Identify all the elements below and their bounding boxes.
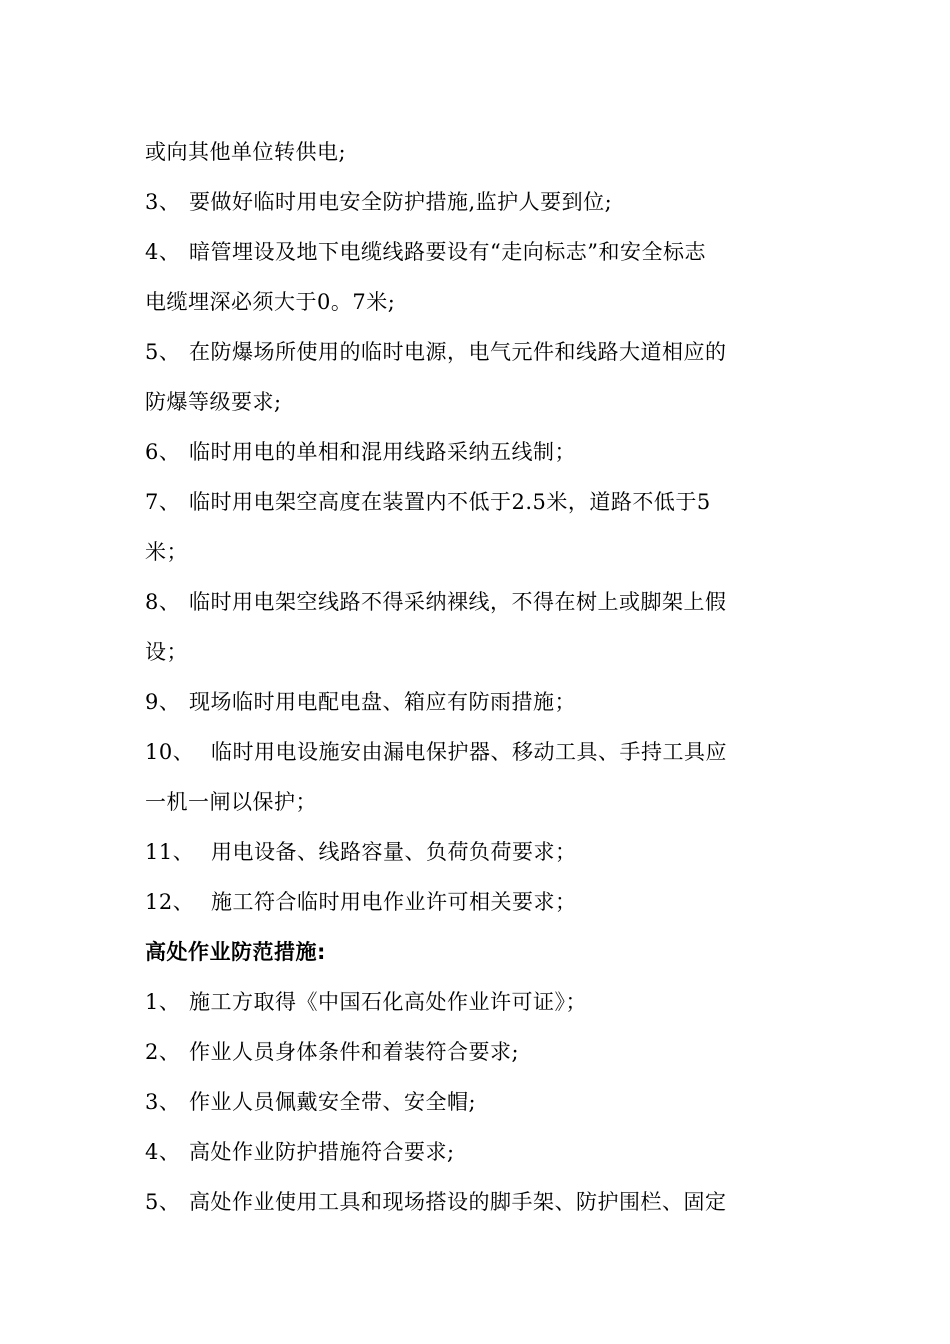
item-number: 4、 xyxy=(145,240,181,264)
text-line xyxy=(145,777,815,827)
list-item xyxy=(145,577,815,627)
item-number: 3、 xyxy=(145,1090,181,1114)
text-line xyxy=(145,377,815,427)
list-item xyxy=(145,727,815,777)
list-item xyxy=(145,477,815,527)
text-line xyxy=(145,277,815,327)
item-number: 8、 xyxy=(145,590,181,614)
list-item xyxy=(145,1027,815,1077)
list-item xyxy=(145,827,815,877)
item-text: 暗管埋设及地下电缆线路要设有“走向标志”和安全标志 xyxy=(189,240,706,264)
list-item xyxy=(145,1177,815,1227)
list-item xyxy=(145,1127,815,1177)
list-item xyxy=(145,227,815,277)
list-item xyxy=(145,327,815,377)
text-line xyxy=(145,127,815,177)
list-item xyxy=(145,177,815,227)
item-text: 施工符合临时用电作业许可相关要求； xyxy=(211,890,577,914)
line-text: 设； xyxy=(145,640,188,664)
item-number: 3、 xyxy=(145,190,181,214)
item-text: 在防爆场所使用的临时电源，电气元件和线路大道相应的 xyxy=(189,340,727,364)
item-text: 临时用电架空高度在装置内不低于2.5米，道路不低于5 xyxy=(189,490,711,514)
item-number: 6、 xyxy=(145,440,181,464)
line-text: 米； xyxy=(145,540,188,564)
text-line xyxy=(145,527,815,577)
item-number: 11、 xyxy=(145,840,195,864)
item-number: 2、 xyxy=(145,1040,181,1064)
item-number: 4、 xyxy=(145,1140,181,1164)
item-text: 高处作业使用工具和现场搭设的脚手架、防护围栏、固定 xyxy=(189,1190,727,1214)
item-text: 临时用电设施安由漏电保护器、移动工具、手持工具应 xyxy=(211,740,727,764)
item-number: 9、 xyxy=(145,690,181,714)
item-text: 用电设备、线路容量、负荷负荷要求； xyxy=(211,840,577,864)
item-text: 作业人员身体条件和着装符合要求; xyxy=(189,1040,520,1064)
item-text: 作业人员佩戴安全带、安全帽; xyxy=(189,1090,477,1114)
line-text: 一机一闸以保护； xyxy=(145,790,317,814)
list-item xyxy=(145,677,815,727)
text-line xyxy=(145,627,815,677)
line-text: 电缆埋深必须大于0。7米; xyxy=(145,290,396,314)
item-text: 施工方取得《中国石化高处作业许可证》； xyxy=(189,990,587,1014)
item-text: 高处作业防护措施符合要求; xyxy=(189,1140,455,1164)
item-text: 临时用电架空线路不得采纳裸线，不得在树上或脚架上假 xyxy=(189,590,727,614)
item-number: 10、 xyxy=(145,740,195,764)
list-item xyxy=(145,1077,815,1127)
list-item xyxy=(145,977,815,1027)
item-text: 临时用电的单相和混用线路采纳五线制； xyxy=(189,440,576,464)
list-item xyxy=(145,877,815,927)
item-number: 12、 xyxy=(145,890,195,914)
item-number: 5、 xyxy=(145,1190,181,1214)
line-text: 或向其他单位转供电; xyxy=(145,140,347,164)
section-heading xyxy=(145,927,815,977)
item-text: 要做好临时用电安全防护措施,监护人要到位; xyxy=(189,190,613,214)
list-item xyxy=(145,427,815,477)
item-number: 5、 xyxy=(145,340,181,364)
item-number: 7、 xyxy=(145,490,181,514)
line-text: 防爆等级要求; xyxy=(145,390,282,414)
heading-text: 高处作业防范措施: xyxy=(145,940,326,964)
item-text: 现场临时用电配电盘、箱应有防雨措施； xyxy=(189,690,576,714)
item-number: 1、 xyxy=(145,990,181,1014)
